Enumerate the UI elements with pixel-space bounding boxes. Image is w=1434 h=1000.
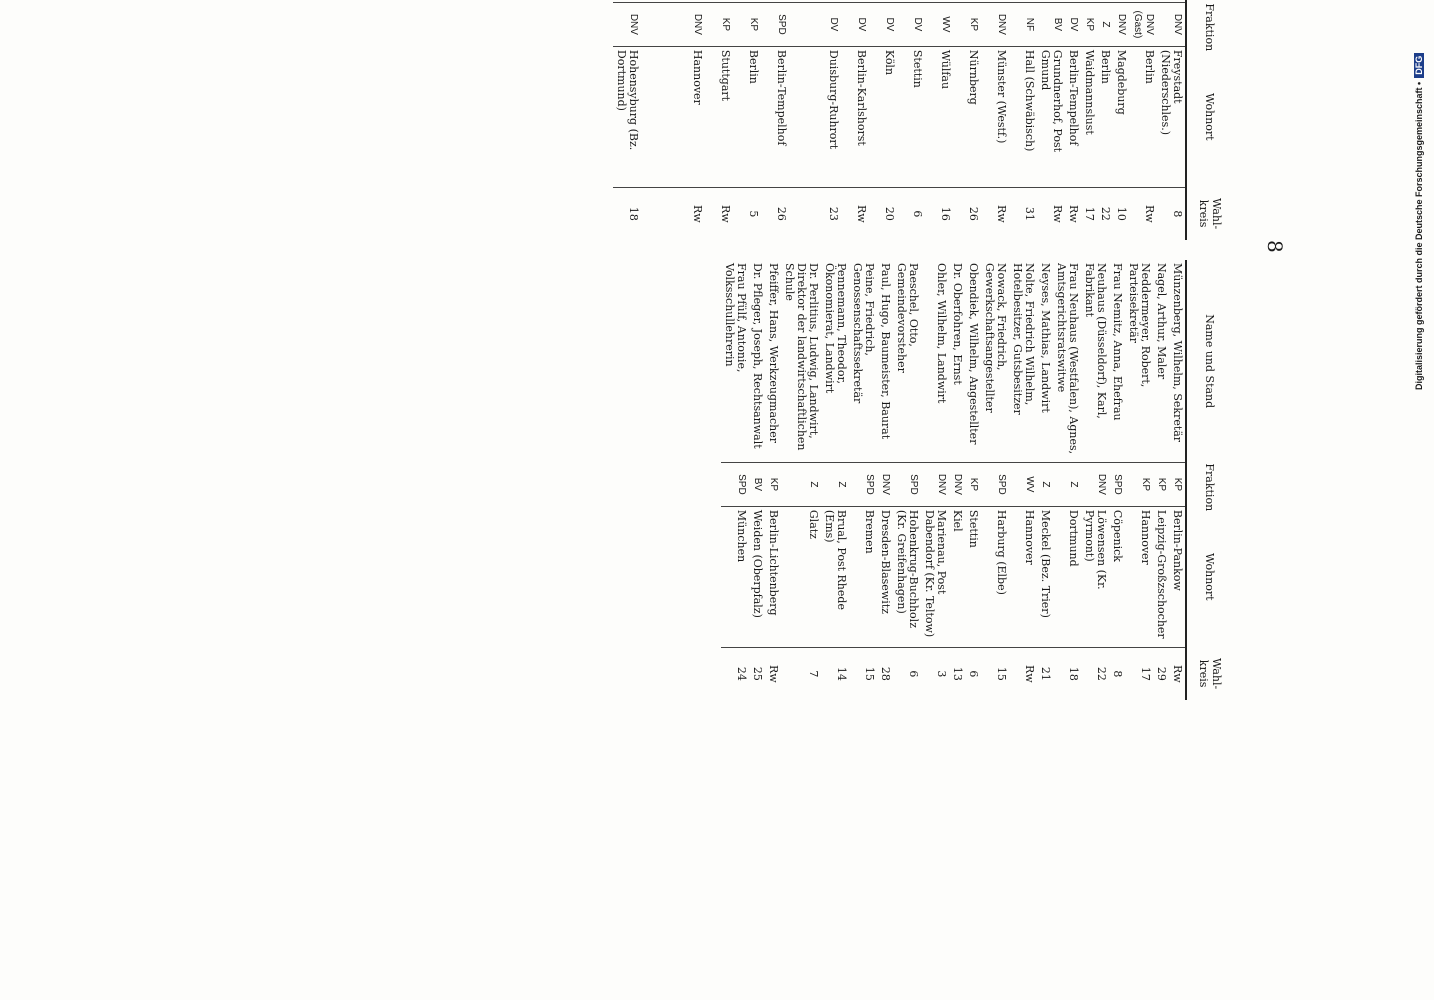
member-wahlkreis: 13	[951, 666, 964, 681]
member-wahlkreis: Rw	[767, 664, 780, 683]
member-fraktion: SPD	[981, 462, 1009, 506]
member-fraktion: DNV	[921, 462, 949, 506]
table-row	[849, 260, 877, 700]
member-wahlkreis: Rw	[1143, 204, 1156, 223]
member-wohnort: München	[721, 506, 749, 647]
member-wahlkreis: 15	[995, 666, 1008, 681]
member-wahlkreis: 28	[879, 666, 892, 681]
member-wohnort: Dortmund	[1053, 506, 1081, 647]
member-fraktion: SPD	[893, 462, 921, 506]
member-fraktion: DV	[1065, 2, 1081, 46]
table-row	[1125, 260, 1153, 700]
member-fraktion: KP	[1169, 462, 1186, 506]
member-wahlkreis: 6	[967, 670, 980, 678]
header-name: Name und Stand	[1186, 260, 1233, 462]
member-name: Münzenberg, Wilhelm, Sekretär	[1169, 260, 1186, 462]
member-wohnort: Hohenkrug-Buchholz (Kr. Greifenhagen)	[893, 506, 921, 647]
register-page	[115, 0, 1287, 700]
member-wahlkreis: Rw	[1023, 664, 1036, 683]
member-wohnort: Freystadt (Niederschles.)	[1157, 46, 1186, 187]
member-name: Frau Pfülf, Antonie, Volksschullehrerin	[721, 260, 749, 462]
member-fraktion: BV	[749, 462, 765, 506]
member-fraktion: Z	[1053, 462, 1081, 506]
member-wohnort: Grundnerhof, Post Gmund	[1037, 46, 1065, 187]
member-fraktion: DNV	[981, 2, 1009, 46]
member-name: Neddermeyer, Robert, Parteisekretär	[1125, 260, 1153, 462]
member-fraktion: KP	[733, 2, 761, 46]
table-row	[1109, 260, 1125, 700]
table-row	[897, 0, 925, 240]
member-wohnort: Magdeburg	[1113, 46, 1129, 187]
member-fraktion: Z	[821, 462, 849, 506]
member-name: Peine, Friedrich, Genossenschaftssekretär	[849, 260, 877, 462]
member-wahlkreis: 24	[735, 666, 748, 681]
member-fraktion: DNV	[641, 2, 705, 46]
member-wohnort: Münster (Westf.)	[981, 46, 1009, 187]
member-fraktion: KP	[1125, 462, 1153, 506]
member-fraktion: DV	[789, 2, 841, 46]
member-fraktion: SPD	[761, 2, 789, 46]
table-row	[821, 260, 849, 700]
member-wahlkreis: 29	[1155, 666, 1168, 681]
member-wohnort: Berlin-Pankow	[1169, 506, 1186, 647]
table-row	[721, 260, 749, 700]
member-fraktion: BV	[1037, 2, 1065, 46]
member-wohnort: Berlin-Tempelhof	[761, 46, 789, 187]
member-wohnort: Duisburg-Ruhrort	[789, 46, 841, 187]
table-row	[1081, 260, 1109, 700]
member-name: Obendiek, Wilhelm, Angestellter	[965, 260, 981, 462]
member-fraktion: Z	[1097, 2, 1113, 46]
member-wahlkreis: 22	[1095, 666, 1108, 681]
member-fraktion: KP	[965, 462, 981, 506]
member-name: Frau Neuhaus (Westfalen), Agnes, Amtsgerichtsratswitwe	[1053, 260, 1081, 462]
member-wahlkreis: 6	[911, 210, 924, 218]
table-row	[925, 0, 953, 240]
member-fraktion: KP	[765, 462, 781, 506]
member-wohnort: Berlin	[1129, 46, 1157, 187]
member-wahlkreis: 20	[883, 206, 896, 221]
member-fraktion: DV	[897, 2, 925, 46]
table-row	[613, 0, 641, 240]
member-wohnort: Weiden (Oberpfalz)	[749, 506, 765, 647]
member-wahlkreis: Rw	[1171, 664, 1184, 683]
page-number: 8	[1263, 240, 1287, 253]
table-row	[1009, 0, 1037, 240]
header-fraktion: Fraktion	[1186, 462, 1233, 506]
member-fraktion: DNV (Gast)	[1129, 2, 1157, 46]
member-wohnort: Berlin	[733, 46, 761, 187]
member-wohnort: Köln	[869, 46, 897, 187]
member-wohnort: Berlin-Lichtenberg	[765, 506, 781, 647]
table-row	[1037, 260, 1053, 700]
member-name: Nowack, Friedrich, Gewerkschaftsangestellter	[981, 260, 1009, 462]
member-wohnort: Glatz	[781, 506, 821, 647]
member-wahlkreis: 17	[1083, 206, 1096, 221]
table-row	[1097, 0, 1113, 240]
table-row	[965, 260, 981, 700]
member-wahlkreis: 26	[775, 206, 788, 221]
member-wahlkreis: 31	[1023, 206, 1036, 221]
member-wohnort: Bremen	[849, 506, 877, 647]
member-fraktion: KP	[1153, 462, 1169, 506]
member-wohnort: Wülfau	[925, 46, 953, 187]
member-wahlkreis: Rw	[691, 204, 704, 223]
member-wohnort: Hohensyburg (Bz. Dortmund)	[613, 46, 641, 187]
table-row	[953, 0, 981, 240]
member-wahlkreis: Rw	[719, 204, 732, 223]
member-wohnort: Dresden-Blasewitz	[877, 506, 893, 647]
header-wohnort: Wohnort	[1186, 46, 1233, 187]
member-fraktion: Z	[1037, 462, 1053, 506]
table-row	[921, 260, 949, 700]
member-wahlkreis: 6	[907, 670, 920, 678]
member-wahlkreis: 22	[1099, 206, 1112, 221]
member-wohnort: Hannover	[641, 46, 705, 187]
member-wohnort: Nürnberg	[953, 46, 981, 187]
header-wahlkreis: Wahl-kreis	[1186, 187, 1233, 240]
member-name: Dr. Pfleger, Joseph, Rechtsanwalt	[749, 260, 765, 462]
member-fraktion: NF	[1009, 2, 1037, 46]
member-name: Pennemann, Theodor, Ökonomierat, Landwirt	[821, 260, 849, 462]
member-fraktion: KP	[705, 2, 733, 46]
table-row	[733, 0, 761, 240]
member-wohnort: Hannover	[1125, 506, 1153, 647]
member-fraktion: DNV	[1157, 2, 1186, 46]
register-table-left	[113, 0, 1233, 240]
member-name: Pfeiffer, Hans, Werkzeugmacher	[765, 260, 781, 462]
member-fraktion: DNV	[1081, 462, 1109, 506]
member-wohnort: Stuttgart	[705, 46, 733, 187]
member-name: Nagel, Arthur, Maler	[1153, 260, 1169, 462]
member-wohnort: Berlin	[1097, 46, 1113, 187]
member-name: Frau Nemitz, Anna, Ehefrau	[1109, 260, 1125, 462]
member-fraktion: KP	[953, 2, 981, 46]
member-fraktion: SPD	[849, 462, 877, 506]
member-wahlkreis: 7	[807, 670, 820, 678]
member-wahlkreis: 21	[1039, 666, 1052, 681]
table-row	[1081, 0, 1097, 240]
table-row	[749, 260, 765, 700]
register-table-right	[113, 260, 1233, 700]
member-wohnort: Cöpenick	[1109, 506, 1125, 647]
member-wahlkreis: 23	[827, 206, 840, 221]
member-wohnort: Leipzig-Großzschocher	[1153, 506, 1169, 647]
table-row	[893, 260, 921, 700]
table-row	[1129, 0, 1157, 240]
digitization-credit	[1416, 0, 1434, 1000]
member-wahlkreis: Rw	[995, 204, 1008, 223]
table-row	[869, 0, 897, 240]
member-wahlkreis: 8	[1171, 210, 1184, 218]
member-fraktion: WV	[1009, 462, 1037, 506]
table-row	[1009, 260, 1037, 700]
member-fraktion: DV	[841, 2, 869, 46]
member-wohnort: Meckel (Bez. Trier)	[1037, 506, 1053, 647]
table-row	[981, 260, 1009, 700]
member-wahlkreis: 25	[751, 666, 764, 681]
member-wahlkreis: 5	[747, 210, 760, 218]
member-fraktion: KP	[1081, 2, 1097, 46]
member-fraktion: Z	[781, 462, 821, 506]
table-row	[949, 260, 965, 700]
member-wohnort: Hannover	[1009, 506, 1037, 647]
member-wahlkreis: Rw	[1051, 204, 1064, 223]
member-wohnort: Löwensen (Kr. Pyrmont)	[1081, 506, 1109, 647]
header-wahlkreis: Wahl-kreis	[1186, 647, 1233, 700]
member-fraktion: SPD	[721, 462, 749, 506]
table-row	[705, 0, 733, 240]
member-name: Dr. Perlitius, Ludwig, Landwirt, Direktor der landwirtschaftlichen Schule	[781, 260, 821, 462]
member-name: Nolte, Friedrich Wilhelm, Hotelbesitzer, Gutsbesitzer	[1009, 260, 1037, 462]
member-fraktion: SPD	[1109, 462, 1125, 506]
member-wahlkreis: 18	[627, 206, 640, 221]
member-wahlkreis: 26	[967, 206, 980, 221]
member-name: Neuhaus (Düsseldorf), Karl, Fabrikant	[1081, 260, 1109, 462]
member-wahlkreis: Rw	[855, 204, 868, 223]
member-fraktion: DNV	[613, 2, 641, 46]
member-wahlkreis: 14	[835, 666, 848, 681]
table-row	[1157, 0, 1186, 240]
member-fraktion: DNV	[949, 462, 965, 506]
member-fraktion: DV	[869, 2, 897, 46]
credit-text: Digitalisierung gefördert durch die Deutsche Forschungsgemeinschaft •	[1414, 81, 1424, 390]
table-row	[765, 260, 781, 700]
table-row	[1113, 0, 1129, 240]
member-name: Paeschel, Otto, Gemeindevorsteher	[893, 260, 921, 462]
member-wahlkreis: Rw	[1067, 204, 1080, 223]
table-row	[1153, 260, 1169, 700]
member-wohnort: Hall (Schwäbisch)	[1009, 46, 1037, 187]
header-fraktion: Fraktion	[1186, 2, 1233, 46]
member-wohnort: Stettin	[965, 506, 981, 647]
table-row	[981, 0, 1009, 240]
member-wohnort: Harburg (Elbe)	[981, 506, 1009, 647]
table-row	[781, 260, 821, 700]
member-wahlkreis: 16	[939, 206, 952, 221]
member-wahlkreis: 15	[863, 666, 876, 681]
member-fraktion: DNV	[877, 462, 893, 506]
member-fraktion: WV	[925, 2, 953, 46]
member-wahlkreis: 8	[1111, 670, 1124, 678]
member-wahlkreis: 18	[1067, 666, 1080, 681]
member-wohnort: Berlin-Karlshorst	[841, 46, 869, 187]
table-row	[1053, 260, 1081, 700]
member-fraktion: DNV	[1113, 2, 1129, 46]
table-row	[641, 0, 705, 240]
member-name: Paul, Hugo, Baumeister, Baurat	[877, 260, 893, 462]
member-wohnort: Berlin-Tempelhof	[1065, 46, 1081, 187]
member-wohnort: Marienau, Post Dabendorf (Kr. Teltow)	[921, 506, 949, 647]
table-row	[841, 0, 869, 240]
member-wohnort: Kiel	[949, 506, 965, 647]
member-name: Dr. Oberfohren, Ernst	[949, 260, 965, 462]
table-row	[789, 0, 841, 240]
table-row	[1065, 0, 1081, 240]
header-wohnort: Wohnort	[1186, 506, 1233, 647]
member-wohnort: Stettin	[897, 46, 925, 187]
table-row	[1169, 260, 1186, 700]
dfg-logo: DFG	[1414, 53, 1424, 78]
member-wohnort: Brual, Post Rhede (Ems)	[821, 506, 849, 647]
member-name: Neyses, Mathias, Landwirt	[1037, 260, 1053, 462]
member-wahlkreis: 3	[935, 670, 948, 678]
table-row	[877, 260, 893, 700]
member-wahlkreis: 17	[1139, 666, 1152, 681]
table-row	[1037, 0, 1065, 240]
member-wohnort: Waidmannslust	[1081, 46, 1097, 187]
member-wahlkreis: 10	[1115, 206, 1128, 221]
table-row	[761, 0, 789, 240]
member-name: Ohler, Wilhelm, Landwirt	[921, 260, 949, 462]
